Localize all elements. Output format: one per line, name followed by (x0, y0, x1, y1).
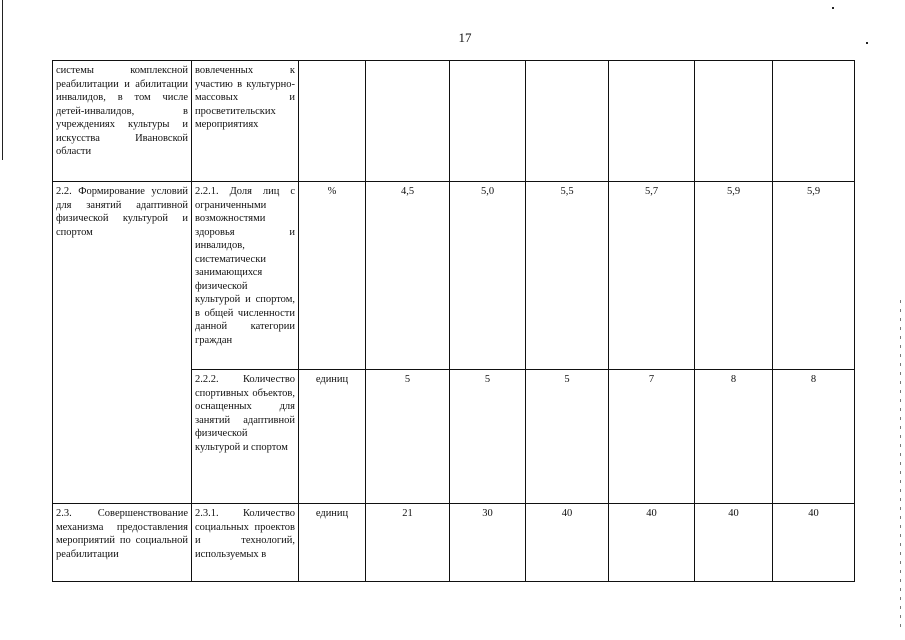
indicator-cell: 2.3.1. Количество социальных проектов и технологий, используемых в (192, 504, 299, 582)
value-cell: 4,5 (366, 182, 450, 370)
value-cell: 21 (366, 504, 450, 582)
scan-left-border (2, 0, 3, 160)
unit-cell: единиц (299, 504, 366, 582)
value-cell: 8 (695, 370, 773, 504)
table-row (53, 61, 855, 182)
indicator-cell: вовлеченных к участию в культурно-массовых и просветительских мероприятиях (192, 61, 299, 182)
value-cell: 30 (450, 504, 526, 582)
value-cell: 8 (773, 370, 855, 504)
value-cell (450, 61, 526, 182)
value-cell (366, 61, 450, 182)
value-cell (695, 61, 773, 182)
value-cell: 40 (526, 504, 609, 582)
value-cell: 40 (773, 504, 855, 582)
value-cell: 5 (366, 370, 450, 504)
value-cell: 5,0 (450, 182, 526, 370)
value-cell: 40 (609, 504, 695, 582)
table-row (53, 182, 855, 370)
value-cell (526, 61, 609, 182)
value-cell: 5 (450, 370, 526, 504)
unit-cell: % (299, 182, 366, 370)
value-cell: 5 (526, 370, 609, 504)
scan-speck (866, 42, 868, 44)
direction-cell: 2.3. Совершенствование механизма предоставления мероприятий по социальной реабилитации (53, 504, 192, 582)
direction-cell: системы комплексной реабилитации и абилитации инвалидов, в том числе детей-инвалидов, в учреждениях культуры и искусства Ивановской области (53, 61, 192, 182)
unit-cell (299, 61, 366, 182)
page-number: 17 (458, 30, 472, 45)
value-cell (773, 61, 855, 182)
indicator-cell: 2.2.2. Количество спортивных объектов, оснащенных для занятий адаптивной физической культурой и спортом (192, 370, 299, 504)
scan-speck (832, 7, 834, 9)
direction-cell: 2.2. Формирование условий для занятий адаптивной физической культурой и спортом (53, 182, 192, 504)
scan-right-edge-marks (900, 300, 901, 630)
value-cell: 40 (695, 504, 773, 582)
indicator-cell: 2.2.1. Доля лиц с ограниченными возможностями здоровья и инвалидов, систематически занимающихся физической культурой и спортом, в общей численности данной категории граждан (192, 182, 299, 370)
value-cell: 5,9 (773, 182, 855, 370)
value-cell: 5,9 (695, 182, 773, 370)
value-cell: 5,7 (609, 182, 695, 370)
table-row (53, 504, 855, 582)
unit-cell: единиц (299, 370, 366, 504)
indicators-table (52, 60, 855, 582)
value-cell (609, 61, 695, 182)
value-cell: 5,5 (526, 182, 609, 370)
value-cell: 7 (609, 370, 695, 504)
